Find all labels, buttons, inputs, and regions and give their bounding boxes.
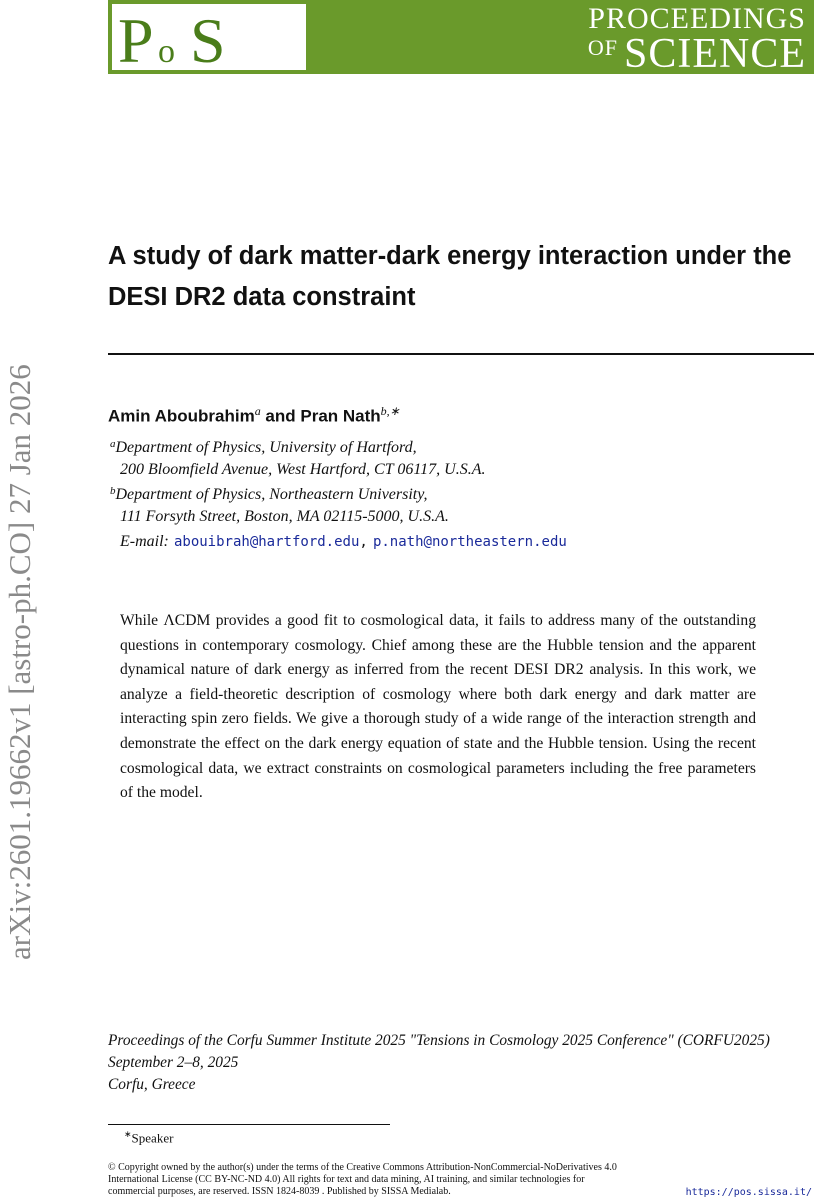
affiliation-mark: a bbox=[254, 404, 261, 418]
paper-title: A study of dark matter-dark energy interaction under the DESI DR2 data constraint bbox=[108, 242, 792, 311]
affiliation-mark: b,∗ bbox=[380, 404, 400, 418]
email-link[interactable]: p.nath@northeastern.edu bbox=[372, 534, 567, 550]
svg-text:o: o bbox=[158, 33, 175, 70]
affiliation-line: Department of Physics, Northeastern University, bbox=[115, 486, 428, 503]
author-name: Amin Aboubrahim bbox=[108, 406, 255, 426]
affiliation-mark: b bbox=[110, 485, 116, 497]
affiliation-line: 111 Forsyth Street, Boston, MA 02115-5000, U.S.A. bbox=[120, 508, 449, 525]
publisher-name-line2 bbox=[588, 30, 806, 78]
affiliation bbox=[110, 480, 750, 528]
email-link[interactable]: abouibrah@hartford.edu bbox=[173, 534, 360, 550]
proceedings-info bbox=[108, 1030, 814, 1096]
author-name: Pran Nath bbox=[300, 406, 381, 426]
publisher-name-line1: PROCEEDINGS bbox=[588, 2, 806, 35]
author-list bbox=[108, 404, 400, 427]
svg-text:P: P bbox=[118, 5, 154, 70]
conference-name: Proceedings of the Corfu Summer Institute 2025 "Tensions in Cosmology 2025 Conference" (CORFU2025) bbox=[108, 1032, 770, 1049]
footnote bbox=[124, 1129, 173, 1146]
title-rule bbox=[108, 353, 814, 355]
author-conjunction: and bbox=[260, 406, 301, 426]
email-label: E-mail: bbox=[120, 533, 169, 550]
copyright-notice: © Copyright owned by the author(s) under the terms of the Creative Commons Attribution-NonCommercial-NoDerivatives 4.0 International License (CC BY-NC-ND 4.0) All rights for text and data mining, AI training, and similar technologies for commercial purposes, are reserved. ISSN 1824-8039 . Published by SISSA Medialab. bbox=[108, 1162, 617, 1197]
footnote-text: Speaker bbox=[131, 1130, 174, 1146]
publisher-of: OF bbox=[587, 35, 618, 60]
affiliation bbox=[110, 433, 750, 481]
affiliation-line: Department of Physics, University of Hartford, bbox=[115, 439, 417, 456]
footnote-mark: ∗ bbox=[124, 1129, 132, 1139]
conference-dates: September 2–8, 2025 bbox=[108, 1054, 239, 1071]
affiliation-mark: a bbox=[110, 438, 116, 450]
publisher-science: SCIENCE bbox=[623, 31, 806, 77]
email-line bbox=[120, 531, 567, 551]
pos-logo bbox=[112, 4, 306, 70]
email-separator: , bbox=[359, 534, 368, 550]
site-link[interactable]: https://pos.sissa.it/ bbox=[685, 1187, 812, 1198]
arxiv-identifier: arXiv:2601.19662v1 [astro-ph.CO] 27 Jan 2026 bbox=[2, 364, 37, 960]
affiliation-line: 200 Bloomfield Avenue, West Hartford, CT 06117, U.S.A. bbox=[120, 461, 486, 478]
pos-logo-mark bbox=[112, 4, 306, 70]
pos-banner bbox=[108, 0, 814, 77]
svg-text:S: S bbox=[190, 5, 226, 70]
footnote-rule bbox=[108, 1124, 390, 1125]
conference-location: Corfu, Greece bbox=[108, 1076, 196, 1093]
abstract: While ΛCDM provides a good fit to cosmological data, it fails to address many of the outstanding questions in contemporary cosmology. Chief among these are the Hubble tension and the apparent dynamical nature of dark energy as inferred from the recent DESI DR2 analysis. In this work, we analyze a field-theoretic description of cosmology where both dark energy and dark matter are interacting spin zero fields. We give a thorough study of a wide range of the interaction strength and demonstrate the effect on the dark energy equation of state and the Hubble tension. Using the recent cosmological data, we extract constraints on cosmological parameters including the free parameters of the model. bbox=[120, 612, 756, 802]
